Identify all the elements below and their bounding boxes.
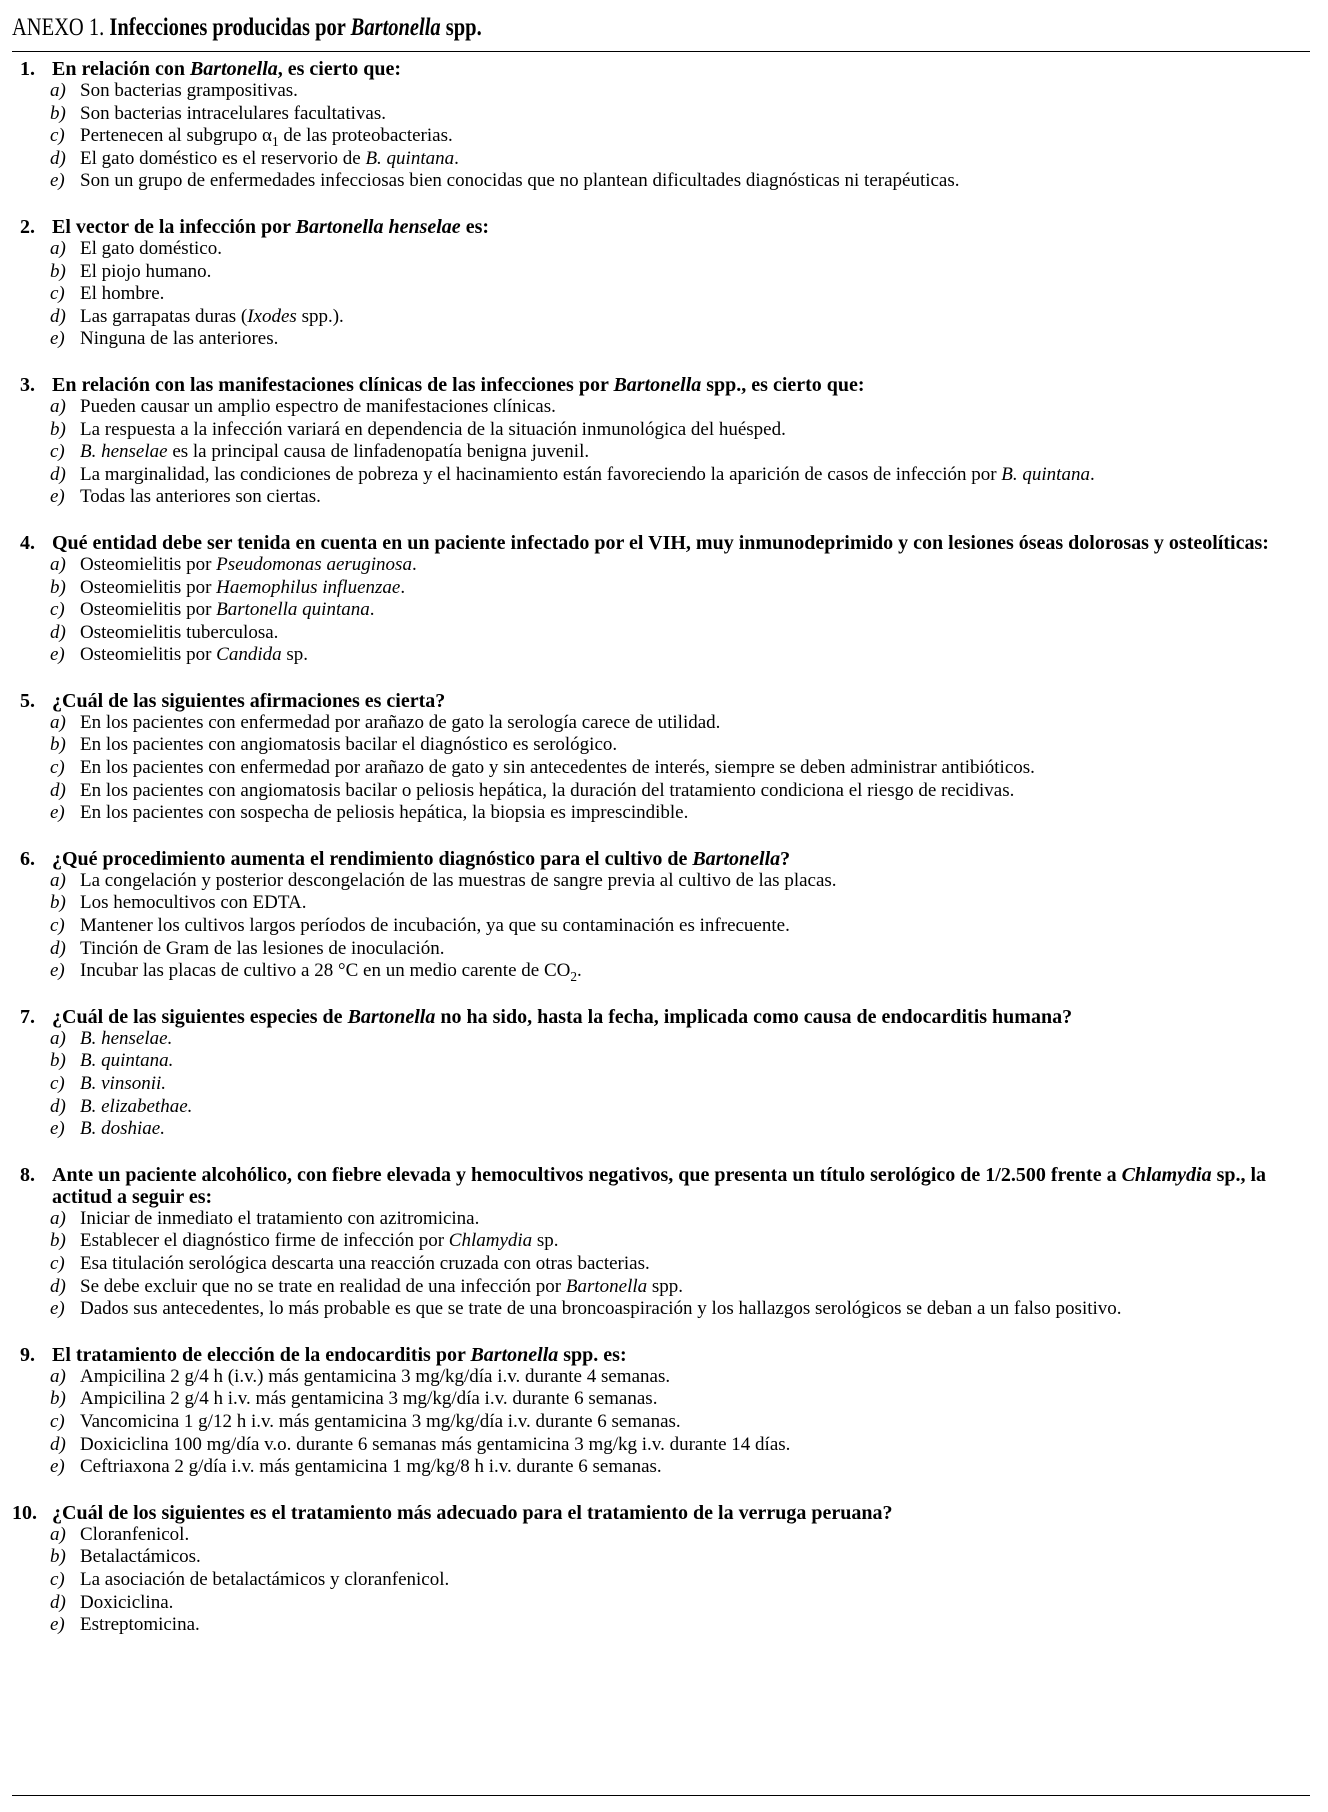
option-letter: a) xyxy=(50,1207,66,1229)
option-letter: a) xyxy=(50,80,66,101)
text-run: no ha sido, hasta la fecha, implicada como causa de endocarditis humana? xyxy=(435,1005,1073,1028)
answer-option xyxy=(12,1366,1310,1389)
text-run: Osteomielitis por xyxy=(80,644,217,666)
answer-option xyxy=(12,283,1310,306)
answer-option xyxy=(12,915,1310,938)
answer-options xyxy=(12,554,1310,667)
answer-option xyxy=(12,644,1310,667)
italic-term: Bartonella henselae xyxy=(295,215,461,238)
option-letter: b) xyxy=(50,734,66,756)
question-6 xyxy=(12,848,1310,983)
text-run: ¿Cuál de las siguientes especies de xyxy=(52,1005,348,1028)
text-run: El gato doméstico es el reservorio de xyxy=(80,147,366,169)
text-run: Vancomicina 1 g/12 h i.v. más gentamicina 3 mg/kg/día i.v. durante 6 semanas. xyxy=(80,1410,681,1432)
answer-option xyxy=(12,780,1310,803)
option-letter: b) xyxy=(50,892,66,914)
text-run: Son bacterias intracelulares facultativas. xyxy=(80,102,386,124)
answer-option xyxy=(12,80,1310,103)
answer-option xyxy=(12,238,1310,261)
text-run: ¿Qué procedimiento aumenta el rendimiento diagnóstico para el cultivo de xyxy=(52,847,693,870)
question-list xyxy=(12,58,1310,1660)
text-run: ¿Cuál de las siguientes afirmaciones es cierta? xyxy=(52,689,446,712)
text-run: Betalactámicos. xyxy=(80,1546,201,1568)
text-run: Son un grupo de enfermedades infecciosas bien conocidas que no plantean dificultades diagnósticas ni terapéuticas. xyxy=(80,170,960,192)
option-letter: e) xyxy=(50,960,65,982)
text-run: El hombre. xyxy=(80,283,165,305)
question-number: 6. xyxy=(20,847,35,870)
text-run: es: xyxy=(460,215,490,238)
option-letter: c) xyxy=(50,757,65,779)
question-number: 1. xyxy=(20,58,35,80)
text-run: de las proteobacterias. xyxy=(278,125,453,147)
page-title xyxy=(12,14,482,42)
answer-option xyxy=(12,1298,1310,1321)
answer-option xyxy=(12,1456,1310,1479)
answer-option xyxy=(12,170,1310,193)
answer-option xyxy=(12,441,1310,464)
answer-option xyxy=(12,486,1310,509)
question-8 xyxy=(12,1164,1310,1321)
text-run: . xyxy=(577,960,582,982)
footer-divider xyxy=(12,1795,1310,1796)
answer-option xyxy=(12,757,1310,780)
text-run: Se debe excluir que no se trate en realidad de una infección por xyxy=(80,1275,566,1297)
text-run: . xyxy=(411,553,417,575)
italic-term: B. henselae. xyxy=(80,1027,173,1049)
option-letter: c) xyxy=(50,283,65,305)
text-run: Establecer el diagnóstico firme de infección por xyxy=(80,1230,449,1252)
italic-term: Bartonella xyxy=(613,373,702,396)
question-stem xyxy=(12,1344,1310,1366)
option-letter: b) xyxy=(50,576,66,598)
option-letter: c) xyxy=(50,915,65,937)
option-letter: b) xyxy=(50,1388,66,1410)
text-run: . xyxy=(454,147,459,169)
italic-term: B. quintana. xyxy=(80,1050,174,1072)
italic-term: Bartonella xyxy=(189,58,278,80)
option-letter: d) xyxy=(50,937,66,959)
answer-option xyxy=(12,734,1310,757)
option-letter: d) xyxy=(50,1275,66,1297)
option-letter: c) xyxy=(50,1568,65,1590)
answer-option xyxy=(12,1524,1310,1547)
answer-option xyxy=(12,599,1310,622)
question-9 xyxy=(12,1344,1310,1479)
answer-option xyxy=(12,1118,1310,1141)
text-run: Pueden causar un amplio espectro de manifestaciones clínicas. xyxy=(80,395,556,417)
text-run: spp. es: xyxy=(558,1343,627,1366)
answer-option xyxy=(12,419,1310,442)
text-run: Dados sus antecedentes, lo más probable es que se trate de una broncoaspiración y los hallazgos serológicos se deban a un falso positivo. xyxy=(80,1298,1122,1320)
answer-option xyxy=(12,1569,1310,1592)
text-run: spp. xyxy=(647,1275,684,1297)
text-run: Iniciar de inmediato el tratamiento con azitromicina. xyxy=(80,1207,480,1229)
question-stem xyxy=(12,690,1310,712)
text-run: En los pacientes con enfermedad por arañazo de gato y sin antecedentes de interés, siempre se deben administrar antibióticos. xyxy=(80,757,1035,779)
option-letter: e) xyxy=(50,170,65,192)
answer-option xyxy=(12,712,1310,735)
option-letter: c) xyxy=(50,1410,65,1432)
option-letter: b) xyxy=(50,1230,66,1252)
option-letter: e) xyxy=(50,1118,65,1140)
answer-option xyxy=(12,396,1310,419)
text-run: En los pacientes con sospecha de peliosis hepática, la biopsia es imprescindible. xyxy=(80,802,689,824)
text-run: . xyxy=(369,599,375,621)
text-run: sp., la actitud a seguir es: xyxy=(52,1163,1267,1208)
text-run: Doxiciclina 100 mg/día v.o. durante 6 semanas más gentamicina 3 mg/kg i.v. durante 14 días. xyxy=(80,1433,791,1455)
option-letter: d) xyxy=(50,463,66,485)
text-run: Pertenecen al subgrupo α xyxy=(80,125,272,147)
text-run: Qué entidad debe ser tenida en cuenta en un paciente infectado por el VIH, muy inmunodeprimido y con lesiones óseas dolorosas y osteolíticas: xyxy=(52,531,1269,554)
genus-name: Bartonella xyxy=(350,14,441,41)
text-run: Cloranfenicol. xyxy=(80,1523,190,1545)
text-run: El vector de la infección por xyxy=(52,215,296,238)
text-run: , es cierto que: xyxy=(277,58,402,80)
answer-option xyxy=(12,306,1310,329)
option-letter: c) xyxy=(50,599,65,621)
subscript: 2 xyxy=(570,969,578,985)
option-letter: b) xyxy=(50,1050,66,1072)
question-number: 5. xyxy=(20,689,35,712)
answer-option xyxy=(12,1388,1310,1411)
text-run: En relación con xyxy=(52,58,190,80)
option-letter: e) xyxy=(50,802,65,824)
question-stem xyxy=(12,532,1310,554)
answer-option xyxy=(12,1411,1310,1434)
question-number: 10. xyxy=(12,1501,37,1524)
answer-option xyxy=(12,1592,1310,1615)
answer-option xyxy=(12,622,1310,645)
italic-term: Bartonella quintana xyxy=(216,599,370,621)
question-number: 8. xyxy=(20,1163,35,1186)
question-stem xyxy=(12,1006,1310,1028)
option-letter: d) xyxy=(50,1095,66,1117)
option-letter: e) xyxy=(50,1614,65,1636)
italic-term: B. elizabethae. xyxy=(80,1095,193,1117)
option-letter: e) xyxy=(50,486,65,508)
answer-options xyxy=(12,1366,1310,1479)
text-run: Osteomielitis tuberculosa. xyxy=(80,621,279,643)
option-letter: a) xyxy=(50,237,66,259)
answer-option xyxy=(12,1050,1310,1073)
text-run: Esa titulación serológica descarta una reacción cruzada con otras bacterias. xyxy=(80,1252,650,1274)
italic-term: B. quintana xyxy=(1001,463,1090,485)
question-stem xyxy=(12,374,1310,396)
text-run: La respuesta a la infección variará en dependencia de la situación inmunológica del huésped. xyxy=(80,418,786,440)
italic-term: Chlamydia xyxy=(448,1230,533,1252)
answer-option xyxy=(12,328,1310,351)
answer-option xyxy=(12,1614,1310,1637)
answer-option xyxy=(12,1028,1310,1051)
text-run: El tratamiento de elección de la endocarditis por xyxy=(52,1343,471,1366)
question-stem xyxy=(12,1164,1310,1208)
question-10 xyxy=(12,1502,1310,1637)
option-letter: c) xyxy=(50,1073,65,1094)
text-run: spp., es cierto que: xyxy=(701,373,865,396)
italic-term: B. henselae xyxy=(80,441,168,463)
text-run: Osteomielitis por xyxy=(80,553,217,575)
answer-option xyxy=(12,892,1310,915)
text-run: Mantener los cultivos largos períodos de incubación, ya que su contaminación es infrecuente. xyxy=(80,915,790,937)
text-run: Ante un paciente alcohólico, con fiebre elevada y hemocultivos negativos, que presenta un título serológico de 1/2.500 frente a xyxy=(52,1163,1122,1186)
option-letter: d) xyxy=(50,779,66,801)
option-letter: b) xyxy=(50,1546,66,1568)
answer-options xyxy=(12,1208,1310,1321)
text-run: El gato doméstico. xyxy=(80,237,222,259)
text-run: Estreptomicina. xyxy=(80,1614,200,1636)
question-7 xyxy=(12,1006,1310,1141)
answer-option xyxy=(12,870,1310,893)
answer-options xyxy=(12,396,1310,509)
answer-options xyxy=(12,1524,1310,1637)
text-run: Osteomielitis por xyxy=(80,599,217,621)
italic-term: B. quintana xyxy=(365,147,455,169)
italic-term: Bartonella xyxy=(347,1005,436,1028)
italic-term: B. vinsonii. xyxy=(80,1073,167,1094)
text-run: sp. xyxy=(532,1230,559,1252)
question-stem xyxy=(12,1502,1310,1524)
text-run: Ceftriaxona 2 g/día i.v. más gentamicina 1 mg/kg/8 h i.v. durante 6 semanas. xyxy=(80,1456,662,1478)
italic-term: Chlamydia xyxy=(1121,1163,1212,1186)
text-run: Ampicilina 2 g/4 h i.v. más gentamicina 3 mg/kg/día i.v. durante 6 semanas. xyxy=(80,1388,658,1410)
text-run: Doxiciclina. xyxy=(80,1591,174,1613)
answer-options xyxy=(12,712,1310,825)
text-run: es la principal causa de linfadenopatía benigna juvenil. xyxy=(167,441,590,463)
answer-option xyxy=(12,1276,1310,1299)
answer-option xyxy=(12,1073,1310,1096)
answer-options xyxy=(12,80,1310,193)
answer-option xyxy=(12,1253,1310,1276)
option-letter: a) xyxy=(50,1027,66,1049)
option-letter: a) xyxy=(50,1365,66,1387)
question-number: 7. xyxy=(20,1005,35,1028)
question-4 xyxy=(12,532,1310,667)
option-letter: e) xyxy=(50,644,65,666)
text-run: Ninguna de las anteriores. xyxy=(80,328,279,350)
answer-option xyxy=(12,261,1310,284)
option-letter: a) xyxy=(50,395,66,417)
option-letter: c) xyxy=(50,441,65,463)
italic-term: Bartonella xyxy=(692,847,781,870)
question-1 xyxy=(12,58,1310,193)
answer-option xyxy=(12,148,1310,171)
option-letter: d) xyxy=(50,305,66,327)
option-letter: a) xyxy=(50,1523,66,1545)
text-run: La congelación y posterior descongelación de las muestras de sangre previa al cultivo de las placas. xyxy=(80,869,837,891)
option-letter: b) xyxy=(50,102,66,124)
text-run: El piojo humano. xyxy=(80,260,212,282)
option-letter: d) xyxy=(50,1591,66,1613)
answer-option xyxy=(12,1230,1310,1253)
option-letter: d) xyxy=(50,147,66,169)
option-letter: c) xyxy=(50,125,65,147)
answer-options xyxy=(12,1028,1310,1141)
option-letter: c) xyxy=(50,1252,65,1274)
question-stem xyxy=(12,58,1310,80)
answer-options xyxy=(12,238,1310,351)
text-run: Osteomielitis por xyxy=(80,576,217,598)
question-number: 2. xyxy=(20,215,35,238)
question-stem xyxy=(12,216,1310,238)
header-divider xyxy=(12,51,1310,52)
answer-option xyxy=(12,577,1310,600)
question-5 xyxy=(12,690,1310,825)
text-run: spp.). xyxy=(296,305,344,327)
italic-term: B. doshiae. xyxy=(80,1118,165,1140)
option-letter: e) xyxy=(50,1456,65,1478)
annex-label: ANEXO 1. xyxy=(12,14,105,41)
text-run: La asociación de betalactámicos y cloranfenicol. xyxy=(80,1568,450,1590)
italic-term: Ixodes xyxy=(247,305,297,327)
text-run: Los hemocultivos con EDTA. xyxy=(80,892,307,914)
italic-term: Pseudomonas aeruginosa xyxy=(216,553,412,575)
answer-option xyxy=(12,1208,1310,1231)
answer-option xyxy=(12,1096,1310,1119)
option-letter: b) xyxy=(50,260,66,282)
italic-term: Bartonella xyxy=(470,1343,559,1366)
answer-option xyxy=(12,1546,1310,1569)
answer-option xyxy=(12,464,1310,487)
text-run: Todas las anteriores son ciertas. xyxy=(80,486,321,508)
option-letter: a) xyxy=(50,553,66,575)
option-letter: a) xyxy=(50,869,66,891)
option-letter: b) xyxy=(50,418,66,440)
answer-option xyxy=(12,125,1310,148)
answer-option xyxy=(12,938,1310,961)
question-number: 4. xyxy=(20,531,35,554)
text-run: En relación con las manifestaciones clínicas de las infecciones por xyxy=(52,373,614,396)
text-run: ? xyxy=(780,847,791,870)
text-run: Las garrapatas duras ( xyxy=(80,305,248,327)
annex-title: Infecciones producidas por Bartonella spp. xyxy=(109,14,482,41)
text-run: Tinción de Gram de las lesiones de inoculación. xyxy=(80,937,445,959)
answer-options xyxy=(12,870,1310,983)
text-run: Ampicilina 2 g/4 h (i.v.) más gentamicina 3 mg/kg/día i.v. durante 4 semanas. xyxy=(80,1365,671,1387)
question-stem xyxy=(12,848,1310,870)
subscript: 1 xyxy=(271,133,279,149)
text-run: En los pacientes con angiomatosis bacilar el diagnóstico es serológico. xyxy=(80,734,618,756)
text-run: . xyxy=(1089,463,1095,485)
option-letter: d) xyxy=(50,1433,66,1455)
text-run: . xyxy=(400,576,406,598)
option-letter: a) xyxy=(50,711,66,733)
text-run: En los pacientes con angiomatosis bacilar o peliosis hepática, la duración del tratamiento condiciona el riesgo de recidivas. xyxy=(80,779,1015,801)
question-number: 9. xyxy=(20,1343,35,1366)
text-run: En los pacientes con enfermedad por arañazo de gato la serología carece de utilidad. xyxy=(80,711,721,733)
option-letter: d) xyxy=(50,621,66,643)
option-letter: e) xyxy=(50,328,65,350)
text-run: La marginalidad, las condiciones de pobreza y el hacinamiento están favoreciendo la aparición de casos de infección por xyxy=(80,463,1002,485)
italic-term: Bartonella xyxy=(565,1275,648,1297)
italic-term: Candida xyxy=(216,644,282,666)
option-letter: e) xyxy=(50,1298,65,1320)
text-run: ¿Cuál de los siguientes es el tratamiento más adecuado para el tratamiento de la verruga peruana? xyxy=(52,1501,893,1524)
text-run: Son bacterias grampositivas. xyxy=(80,80,298,101)
text-run: sp. xyxy=(281,644,309,666)
answer-option xyxy=(12,554,1310,577)
answer-option xyxy=(12,103,1310,126)
question-2 xyxy=(12,216,1310,351)
answer-option xyxy=(12,802,1310,825)
italic-term: Haemophilus influenzae xyxy=(216,576,401,598)
question-3 xyxy=(12,374,1310,509)
text-run: Incubar las placas de cultivo a 28 °C en un medio carente de CO xyxy=(80,960,571,982)
answer-option xyxy=(12,960,1310,983)
question-number: 3. xyxy=(20,373,35,396)
answer-option xyxy=(12,1434,1310,1457)
